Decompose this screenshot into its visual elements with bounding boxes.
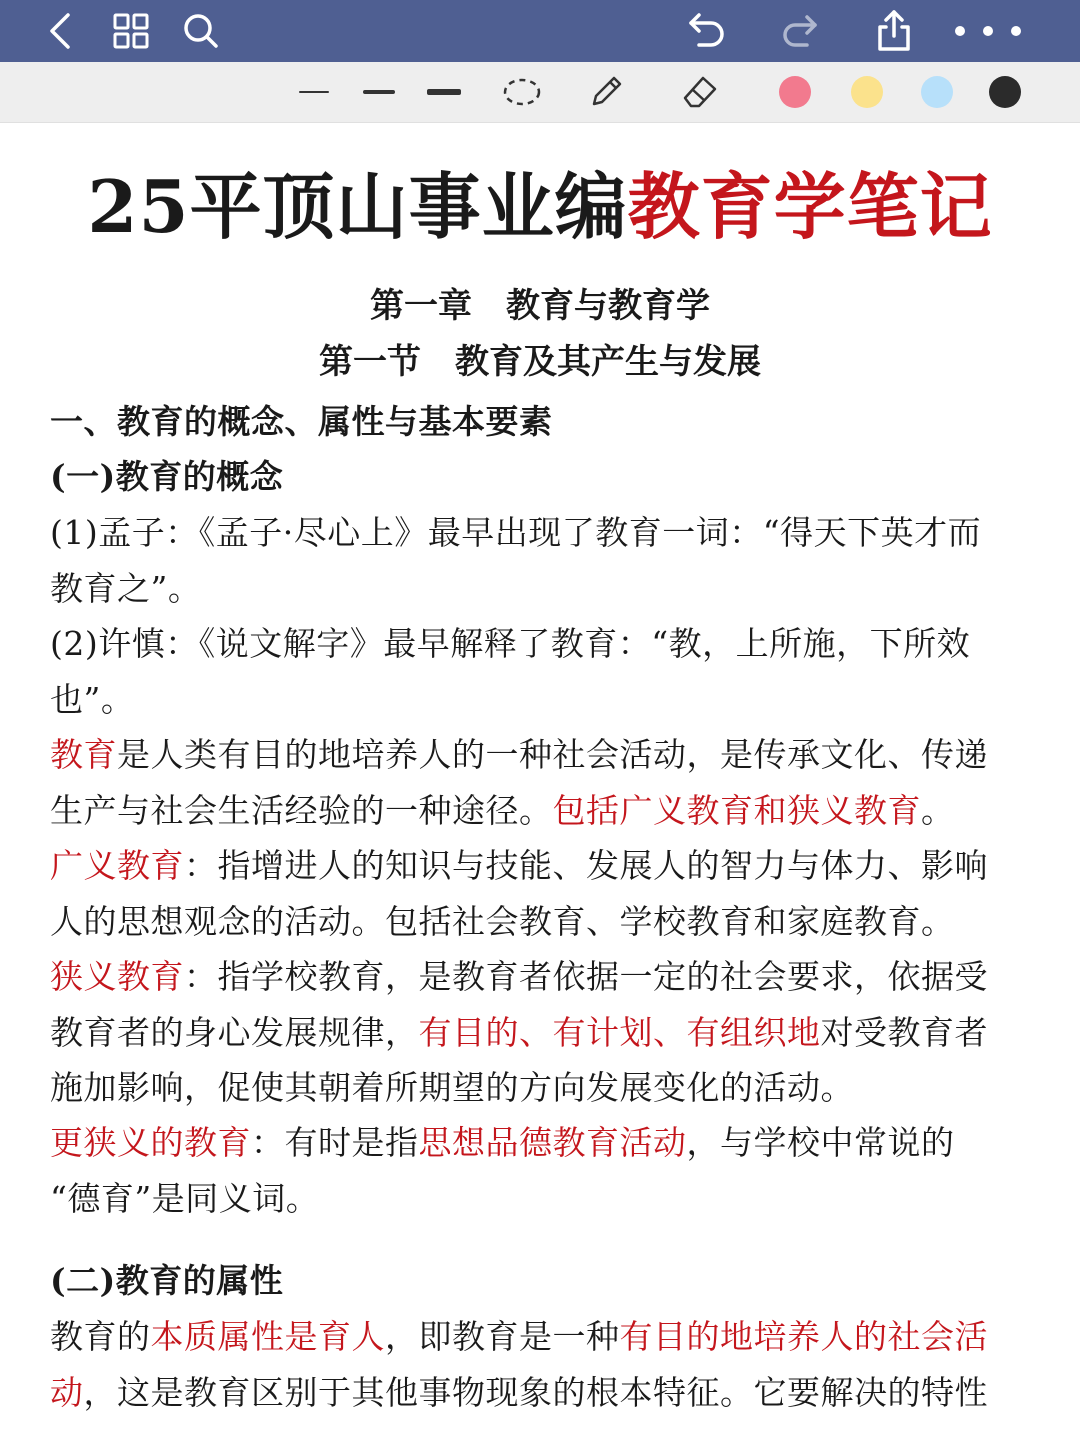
text-line: 也”。 — [50, 679, 135, 719]
color-blue-button[interactable] — [920, 70, 954, 114]
color-pink-button[interactable] — [778, 70, 812, 114]
medium-pen-button[interactable] — [362, 70, 396, 114]
paragraph-education-definition — [50, 727, 1030, 838]
app-top-bar — [0, 0, 1080, 62]
thin-pen-icon — [299, 91, 329, 93]
text-span: ，即教育是一种 — [385, 1317, 620, 1356]
undo-button[interactable] — [686, 6, 728, 56]
pencil-icon — [586, 72, 626, 112]
more-button[interactable] — [950, 6, 1026, 56]
more-icon — [952, 24, 1024, 38]
color-yellow-button[interactable] — [850, 70, 884, 114]
text-span: 教育者的身心发展规律， — [50, 1012, 419, 1052]
text-span: ：指增进人的知识与技能、发展人的智力与体力、影响 — [184, 846, 988, 885]
grid-view-button[interactable] — [110, 6, 152, 56]
text-line: 施加影响，促使其朝着所期望的方向发展变化的活动。 — [50, 1068, 854, 1107]
redo-button[interactable] — [778, 6, 820, 56]
back-button[interactable] — [40, 6, 80, 56]
highlight-term: 有目的、有计划、有组织地 — [418, 1012, 821, 1052]
eraser-icon — [679, 72, 721, 112]
highlight-term: 广义教育 — [50, 846, 184, 885]
eraser-tool-button[interactable] — [676, 70, 724, 114]
text-span: ：有时是指 — [251, 1123, 419, 1162]
share-button[interactable] — [872, 6, 916, 56]
thick-pen-icon — [427, 89, 461, 95]
grid-icon — [112, 12, 150, 50]
text-span: 教育的 — [50, 1317, 151, 1356]
text-span: 。 — [921, 790, 955, 830]
highlight-term: 包括广义教育和狭义教育 — [552, 790, 921, 830]
chapter-heading: 第一章 教育与教育学 — [370, 286, 710, 326]
back-icon — [46, 11, 74, 51]
pink-color-swatch — [779, 76, 811, 108]
text-span: ：指学校教育，是教育者依据一定的社会要求，依据受 — [184, 957, 988, 996]
document-page — [0, 122, 1080, 1443]
highlight-term: 思想品德教育活动 — [418, 1123, 687, 1162]
highlight-term: 本质属性是育人 — [150, 1317, 385, 1356]
drawing-toolbar — [0, 62, 1080, 123]
title-red: 教育学笔记 — [627, 164, 993, 249]
text-span: ，这是教育区别于其他事物现象的根本特征。它要解决的特性 — [83, 1372, 988, 1412]
text-line: “德育”是同义词。 — [50, 1178, 320, 1218]
share-icon — [874, 9, 914, 53]
text-line: (1)孟子：《孟子·尽心上》最早出现了教育一词：“得天下英才而 — [50, 513, 982, 552]
section-heading: 第一节 教育及其产生与发展 — [319, 342, 761, 382]
yellow-color-swatch — [851, 76, 883, 108]
highlight-term: 有目的地培养人的社会活 — [619, 1317, 988, 1356]
heading-1: 一、教育的概念、属性与基本要素 — [50, 402, 553, 441]
paragraph-education-attribute — [50, 1309, 1030, 1420]
title-black: 25平顶山事业编 — [87, 164, 628, 249]
text-span: 生产与社会生活经验的一种途径。 — [50, 790, 553, 830]
highlight-term: 狭义教育 — [50, 957, 184, 996]
search-button[interactable] — [180, 6, 222, 56]
lasso-tool-button[interactable] — [500, 70, 544, 114]
highlight-term: 教育 — [50, 735, 117, 774]
thin-pen-button[interactable] — [298, 70, 330, 114]
blue-color-swatch — [921, 76, 953, 108]
medium-pen-icon — [363, 90, 395, 94]
black-color-swatch — [989, 76, 1021, 108]
paragraph-mencius — [50, 505, 1030, 616]
text-span: 是人类有目的地培养人的一种社会活动，是传承文化、传递 — [117, 735, 988, 774]
text-line: 教育之”。 — [50, 568, 202, 608]
redo-icon — [779, 11, 819, 51]
text-line: (2)许慎：《说文解字》最早解释了教育：“教，上所施，下所效 — [50, 624, 971, 663]
paragraph-narrower-education — [50, 1115, 1030, 1226]
undo-icon — [687, 11, 727, 51]
heading-2: (一)教育的概念 — [50, 457, 284, 496]
highlight-term: 动 — [50, 1372, 84, 1412]
heading-3: (二)教育的属性 — [50, 1261, 284, 1300]
document-title — [0, 162, 1080, 252]
search-icon — [182, 12, 220, 50]
paragraph-narrow-education — [50, 949, 1030, 1116]
text-span: ，与学校中常说的 — [686, 1123, 955, 1162]
text-line: 人的思想观念的活动。包括社会教育、学校教育和家庭教育。 — [50, 901, 955, 941]
color-black-button[interactable] — [988, 70, 1022, 114]
lasso-icon — [502, 77, 542, 107]
thick-pen-button[interactable] — [426, 70, 462, 114]
text-span: 对受教育者 — [820, 1012, 988, 1052]
paragraph-broad-education — [50, 838, 1030, 949]
paragraph-xushen — [50, 616, 1030, 727]
pencil-tool-button[interactable] — [584, 70, 628, 114]
highlight-term: 更狭义的教育 — [50, 1123, 251, 1162]
